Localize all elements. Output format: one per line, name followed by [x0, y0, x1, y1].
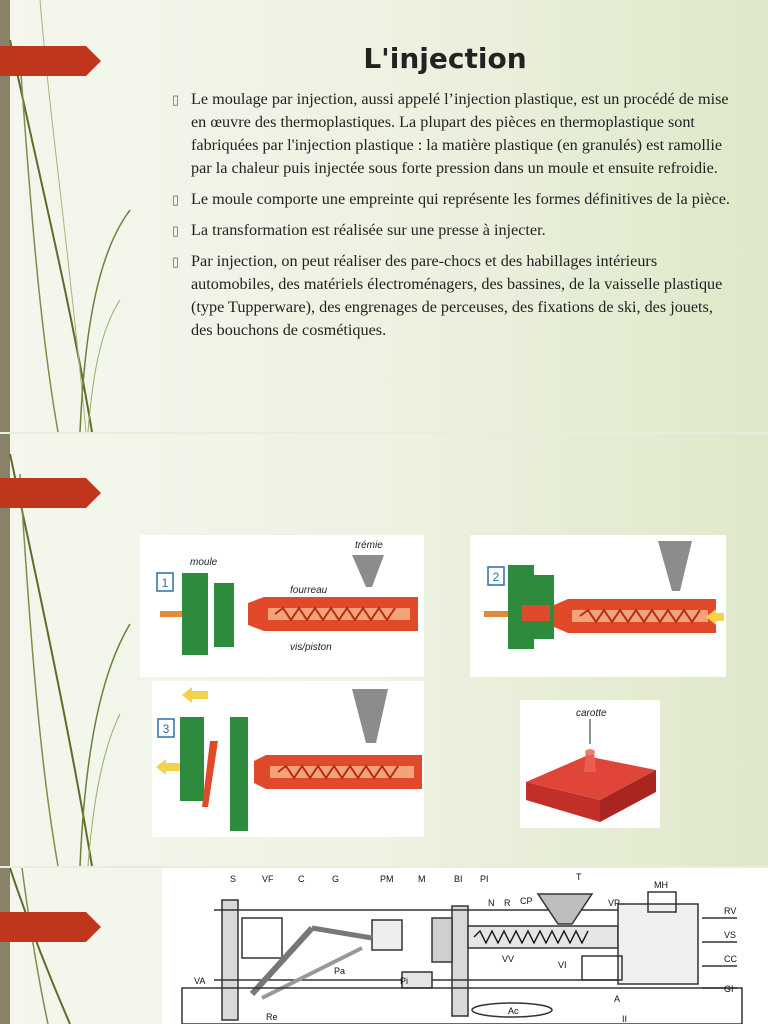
- label-PI: PI: [480, 874, 489, 884]
- section-arrow-tab: [0, 478, 102, 508]
- bullet-item: [172, 250, 732, 342]
- carotte-figure: [520, 700, 660, 828]
- label-CC: CC: [724, 954, 737, 964]
- bullet-marker: ▯: [172, 223, 180, 238]
- label-VV: VV: [502, 954, 515, 964]
- label-T: T: [576, 872, 582, 882]
- bullet-text: Le moule comporte une empreinte qui représente les formes définitives de la pièce.: [191, 190, 730, 208]
- hopper-icon: [352, 555, 384, 587]
- label-Pa: Pa: [334, 966, 346, 976]
- section-arrow-tab: [0, 912, 102, 942]
- label-RV: RV: [724, 906, 737, 916]
- open-arrow-icon: [182, 687, 208, 703]
- label-BI: BI: [454, 874, 463, 884]
- bullet-text: Par injection, on peut réaliser des pare-chocs et des habillages intérieurs automobiles, des matériels électroménagers, des bassines, de la vaisselle plastique (type Tupperware), des engrenages de perceuses, des fixations de ski, des jouets, des bouchons de cosmétiques.: [191, 252, 723, 339]
- bullet-marker: ▯: [172, 92, 180, 107]
- barrel-icon: [554, 599, 716, 633]
- hopper-icon: [658, 541, 692, 591]
- cycle-step-3-figure: [152, 681, 424, 837]
- section-arrow-tab: [0, 46, 102, 76]
- bullet-list: [172, 88, 732, 350]
- step-number: 1: [161, 576, 169, 590]
- label-Re: Re: [266, 1012, 278, 1022]
- hopper-icon: [352, 689, 388, 743]
- label-R: R: [504, 898, 511, 908]
- bullet-item: [172, 219, 732, 242]
- label-VF: VF: [262, 874, 274, 884]
- label-A: A: [614, 994, 621, 1004]
- label-G: G: [332, 874, 340, 884]
- label-VS: VS: [724, 930, 737, 940]
- barrel-icon: [254, 755, 422, 789]
- label-N: N: [488, 898, 495, 908]
- label-MH: MH: [654, 880, 668, 890]
- label-PM: PM: [380, 874, 394, 884]
- label-VI: VI: [558, 960, 567, 970]
- slide-injection: [0, 0, 768, 432]
- label-VA: VA: [194, 976, 206, 986]
- label-S: S: [230, 874, 237, 884]
- bullet-text: La transformation est réalisée sur une presse à injecter.: [191, 221, 546, 239]
- bullet-text: Le moulage par injection, aussi appelé l’injection plastique, est un procédé de mise en œuvre des thermoplastiques. La plupart des pièces en thermoplastique sont fabriquées par l'injection plastique : la matière plastique (en granulés) est ramollie par la chaleur puis injectée sous forte pression dans un moule et ensuite refroidie.: [191, 90, 729, 177]
- bullet-marker: ▯: [172, 192, 180, 207]
- label-fourreau: fourreau: [290, 585, 328, 596]
- machine-frame: [182, 892, 742, 1024]
- bullet-marker: ▯: [172, 254, 180, 269]
- label-VP: VP: [608, 898, 621, 908]
- cycle-step-2-figure: [470, 535, 726, 677]
- label-C: C: [298, 874, 305, 884]
- decorative-leaves: [0, 868, 140, 1024]
- label-Ac: Ac: [508, 1006, 519, 1016]
- slide-title: L'injection: [363, 42, 527, 75]
- label-carotte: carotte: [576, 708, 607, 719]
- barrel-icon: [248, 597, 418, 631]
- label-Pi: Pi: [400, 976, 409, 986]
- bullet-item: [172, 188, 732, 211]
- label-II: II: [622, 1014, 628, 1024]
- label-CP: CP: [520, 896, 533, 906]
- moulded-part-icon: [526, 749, 656, 822]
- injection-machine-schematic: [162, 868, 768, 1024]
- label-moule: moule: [190, 557, 218, 568]
- cycle-step-1-figure: [140, 535, 424, 677]
- label-tremie: trémie: [355, 540, 383, 551]
- label-vis-piston: vis/piston: [290, 642, 332, 653]
- step-number: 2: [492, 570, 500, 584]
- step-number: 3: [162, 722, 170, 736]
- label-M: M: [418, 874, 426, 884]
- label-GI: GI: [724, 984, 734, 994]
- bullet-item: [172, 88, 732, 180]
